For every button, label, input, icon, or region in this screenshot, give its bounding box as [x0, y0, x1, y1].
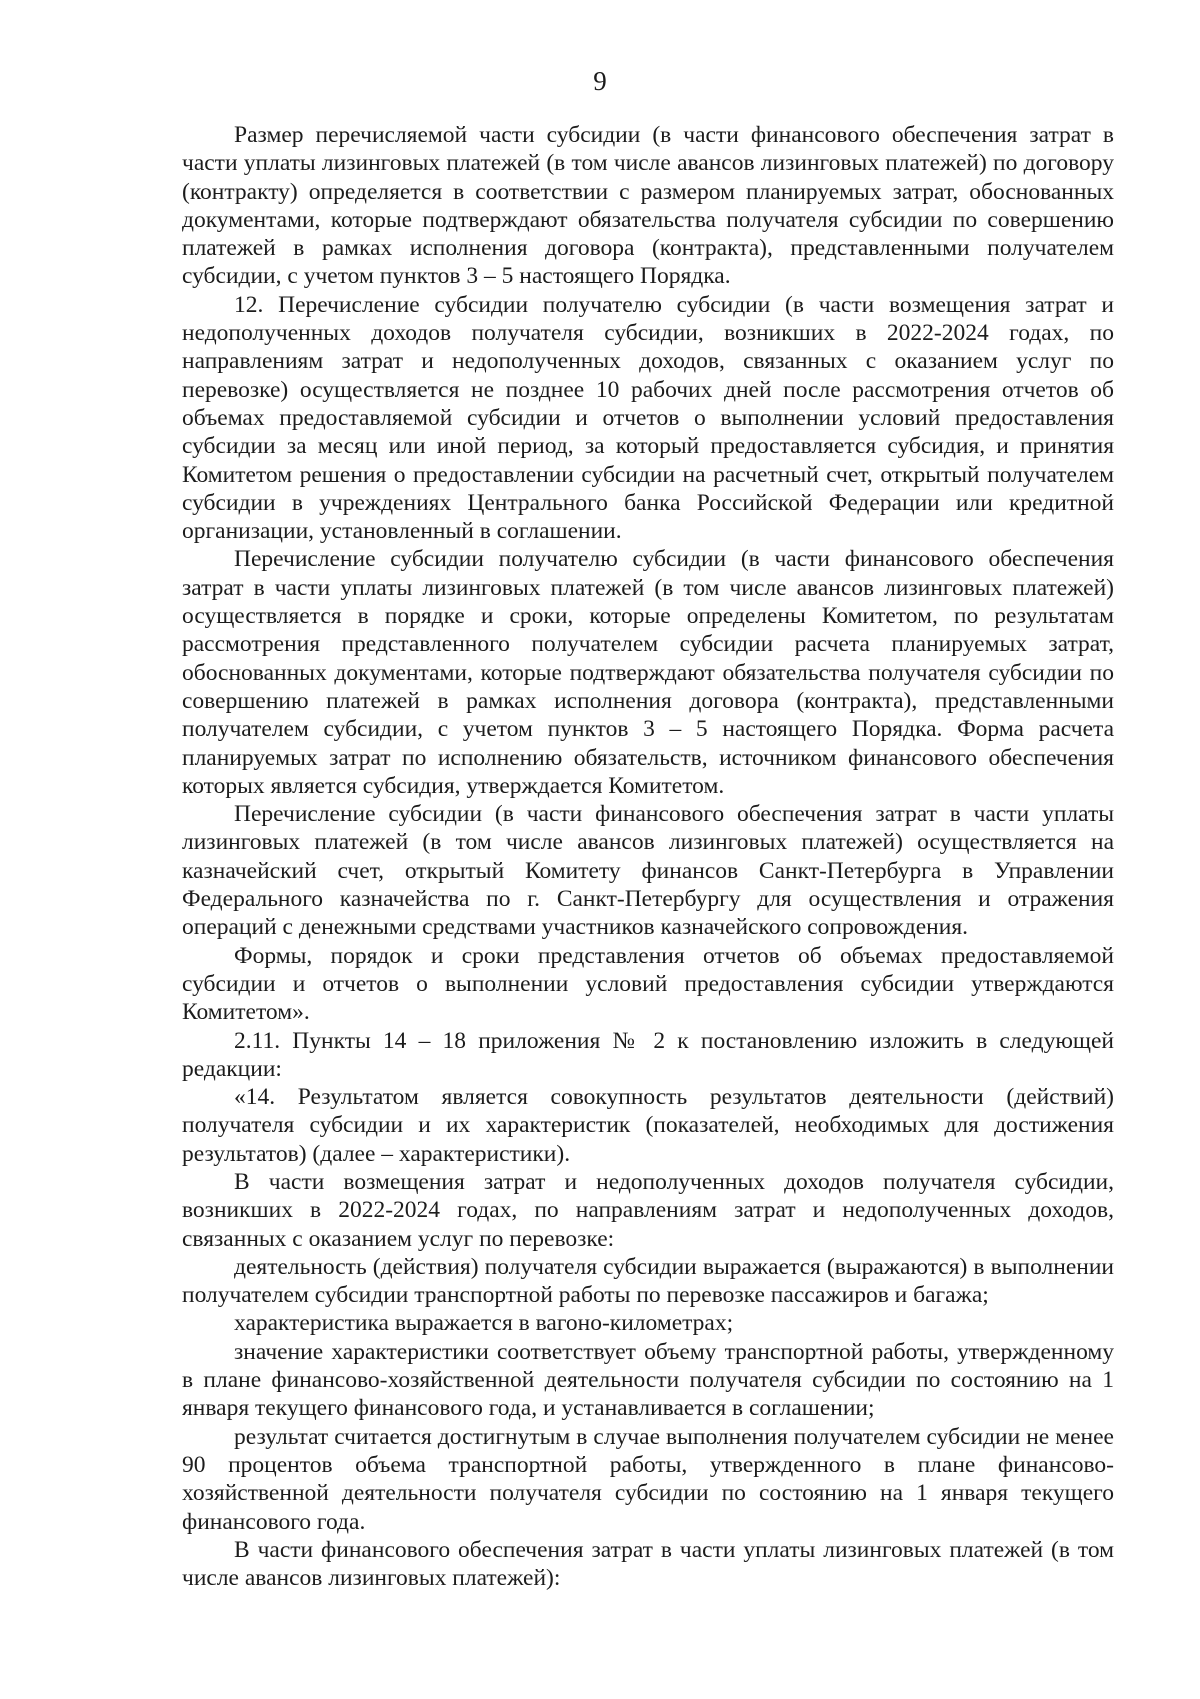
page-number: 9 — [593, 66, 607, 96]
paragraph-treasury-account: Перечисление субсидии (в части финансового обеспечения затрат в части уплаты лизинговых платежей (в том числе авансов лизинговых платежей) осуществляется на казначейский счет, открытый Комитету финансов Санкт-Петербурга в Управлении Федерального казначейства по г. Санкт-Петербургу для осуществления и отражения операций с денежными средствами участников казначейского сопровождения. — [182, 801, 1114, 941]
paragraph-lease-transfer-procedure: Перечисление субсидии получателю субсидии (в части финансового обеспечения затрат в части уплаты лизинговых платежей (в том числе авансов лизинговых платежей) осуществляется в порядке и сроки, которые определены Комитетом, по результатам рассмотрения представленного получателем субсидии расчета планируемых затрат, обоснованных документами, которые подтверждают обязательства получателя субсидии по совершению платежей в рамках исполнения договора (контракта), представленными получателем субсидии, с учетом пунктов 3 – 5 настоящего Порядка. Форма расчета планируемых затрат по исполнению обязательств, источником финансового обеспечения которых является субсидия, утверждается Комитетом. — [182, 546, 1114, 799]
paragraph-compensation-part: В части возмещения затрат и недополученных доходов получателя субсидии, возникших в 2022-2024 годах, по направлениям затрат и недополученных доходов, связанных с оказанием услуг по перевозке: — [182, 1168, 1114, 1252]
paragraph-activity: деятельность (действия) получателя субсидии выражается (выражаются) в выполнении получателем субсидии транспортной работы по перевозке пассажиров и багажа; — [182, 1253, 1114, 1309]
paragraph-result-achieved: результат считается достигнутым в случае выполнения получателем субсидии не менее 90 процентов объема транспортной работы, утвержденного в плане финансово-хозяйственной деятельности получателя субсидии по состоянию на 1 января текущего финансового года. — [182, 1423, 1114, 1535]
document-body — [182, 121, 1114, 1592]
paragraph-characteristic-unit: характеристика выражается в вагоно-километрах; — [234, 1310, 734, 1337]
paragraph-item-14: «14. Результатом является совокупность результатов деятельности (действий) получателя субсидии и их характеристик (показателей, необходимых для достижения результатов) (далее – характеристики). — [182, 1084, 1114, 1167]
paragraph-lease-subsidy-amount: Размер перечисляемой части субсидии (в части финансового обеспечения затрат в части уплаты лизинговых платежей (в том числе авансов лизинговых платежей) по договору (контракту) определяется в соответствии с размером планируемых затрат, обоснованных документами, которые подтверждают обязательства получателя субсидии по совершению платежей в рамках исполнения договора (контракта), представленными получателем субсидии, с учетом пунктов 3 – 5 настоящего Порядка. — [182, 122, 1114, 290]
paragraph-characteristic-value: значение характеристики соответствует объему транспортной работы, утвержденному в плане финансово-хозяйственной деятельности получателя субсидии по состоянию на 1 января текущего финансового года, и устанавливается в соглашении; — [182, 1338, 1114, 1422]
paragraph-item-12: 12. Перечисление субсидии получателю субсидии (в части возмещения затрат и недополученных доходов получателя субсидии, возникших в 2022-2024 годах, по направлениям затрат и недополученных доходов, связанных с оказанием услуг по перевозке) осуществляется не позднее 10 рабочих дней после рассмотрения отчетов об объемах предоставляемой субсидии и отчетов о выполнении условий предоставления субсидии за месяц или иной период, за который предоставляется субсидия, и принятия Комитетом решения о предоставлении субсидии на расчетный счет, открытый получателем субсидии в учреждениях Центрального банка Российской Федерации или кредитной организации, установленный в соглашении. — [182, 291, 1114, 545]
paragraph-lease-financing-part: В части финансового обеспечения затрат в части уплаты лизинговых платежей (в том числе авансов лизинговых платежей): — [182, 1536, 1114, 1592]
paragraph-report-forms: Формы, порядок и сроки представления отчетов об объемах предоставляемой субсидии и отчетов о выполнении условий предоставления субсидии утверждаются Комитетом». — [182, 942, 1114, 1026]
paragraph-section-2-11: 2.11. Пункты 14 – 18 приложения № 2 к постановлению изложить в следующей редакции: — [182, 1027, 1114, 1082]
